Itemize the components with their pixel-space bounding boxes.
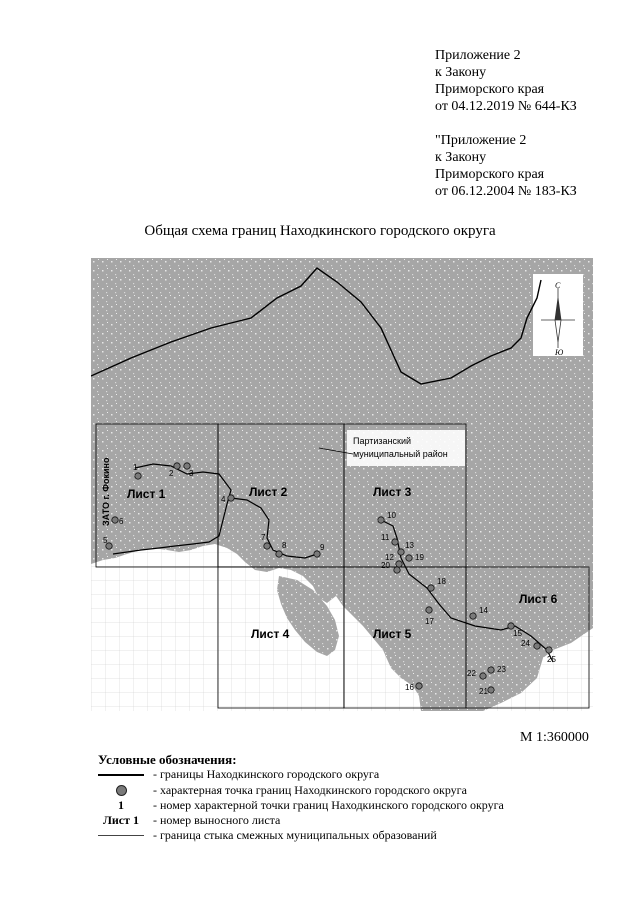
- appendix-line: от 04.12.2019 № 644-КЗ: [435, 99, 577, 114]
- boundary-point-label: 24: [521, 639, 530, 648]
- sheet-label-6: Лист 6: [519, 592, 558, 606]
- legend-row-sheet: [98, 813, 618, 828]
- boundary-point-label: 3: [189, 469, 194, 478]
- boundary-point: [378, 517, 384, 523]
- boundary-point: [428, 585, 434, 591]
- boundary-point: [470, 613, 476, 619]
- boundary-point-label: 21: [479, 687, 488, 696]
- boundary-point: [394, 567, 400, 573]
- legend-row-boundary: [98, 767, 618, 782]
- legend-text: - границы Находкинского городского округа: [153, 767, 380, 781]
- boundary-point-label: 10: [387, 511, 396, 520]
- legend-text: - характерная точка границ Находкинского городского округа: [153, 783, 467, 797]
- boundary-point-label: 23: [497, 665, 506, 674]
- boundary-point-label: 20: [381, 561, 390, 570]
- legend-row-junction: [98, 828, 618, 843]
- boundary-point: [534, 643, 540, 649]
- appendix-line: Приложение 2: [435, 48, 521, 63]
- boundary-point-label: 1: [133, 463, 138, 472]
- boundary-point: [426, 607, 432, 613]
- boundary-point: [396, 561, 402, 567]
- appendix-line: к Закону: [435, 65, 487, 80]
- boundary-point-label: 6: [119, 517, 124, 526]
- boundary-point-label: 7: [261, 533, 266, 542]
- sheet-label-4: Лист 4: [251, 627, 290, 641]
- legend-text: - номер выносного листа: [153, 813, 281, 827]
- boundary-point: [276, 551, 282, 557]
- boundary-point-label: 11: [381, 533, 390, 542]
- appendix-line: Приморского края: [435, 167, 545, 182]
- boundary-point-label: 4: [221, 495, 226, 504]
- boundary-line-symbol: [98, 774, 144, 776]
- sheet-label-3: Лист 3: [373, 485, 412, 499]
- map-title: Общая схема границ Находкинского городского округа: [144, 223, 496, 239]
- boundary-point: [546, 647, 552, 653]
- boundary-point-label: 22: [467, 669, 476, 678]
- boundary-point-label: 13: [405, 541, 414, 550]
- legend-row-point: [98, 783, 618, 798]
- boundary-point-label: 15: [513, 629, 522, 638]
- legend-text: - номер характерной точки границ Находкинского городского округа: [153, 798, 504, 812]
- sheet-label-5: Лист 5: [373, 627, 412, 641]
- boundary-point: [228, 495, 234, 501]
- boundary-point: [398, 549, 404, 555]
- boundary-point: [135, 473, 141, 479]
- boundary-point-label: 12: [385, 553, 394, 562]
- boundary-point: [112, 517, 118, 523]
- boundary-point: [488, 687, 494, 693]
- legend-row-number: [98, 798, 618, 813]
- neighbor-label-line1: Партизанский: [353, 436, 412, 446]
- boundary-point: [174, 463, 180, 469]
- boundary-point-label: 8: [282, 541, 287, 550]
- boundary-point: [488, 667, 494, 673]
- boundary-point-label: 16: [405, 683, 414, 692]
- boundary-point: [416, 683, 422, 689]
- compass-north: С: [555, 281, 561, 290]
- neighbor-label-line2: муниципальный район: [353, 449, 448, 459]
- appendix-old-block: [435, 132, 577, 200]
- boundary-map: [91, 258, 593, 711]
- legend-text: - граница стыка смежных муниципальных образований: [153, 828, 437, 842]
- boundary-point-label: 17: [425, 617, 434, 626]
- boundary-point-label: 19: [415, 553, 424, 562]
- compass-south: Ю: [555, 348, 564, 357]
- boundary-point-label: 5: [103, 536, 108, 545]
- sheet-label-1: Лист 1: [127, 487, 166, 501]
- legend-symbol: Лист 1: [102, 813, 140, 827]
- boundary-point-label: 14: [479, 606, 488, 615]
- boundary-point-label: 9: [320, 543, 325, 552]
- boundary-point-label: 18: [437, 577, 446, 586]
- map-scale: М 1:360000: [520, 730, 589, 745]
- boundary-point-label: 2: [169, 469, 174, 478]
- sheet-label-2: Лист 2: [249, 485, 288, 499]
- boundary-point-label: 25: [547, 655, 556, 664]
- legend-symbol: 1: [118, 798, 124, 812]
- legend-title: Условные обозначения:: [98, 752, 237, 767]
- junction-line-symbol: [98, 835, 144, 836]
- appendix-line: "Приложение 2: [435, 133, 527, 148]
- boundary-point: [480, 673, 486, 679]
- boundary-point: [392, 539, 398, 545]
- boundary-point: [406, 555, 412, 561]
- zato-label: ЗАТО г. Фокино: [101, 457, 111, 526]
- appendix-new-block: [435, 47, 577, 115]
- point-dot-icon: [116, 785, 127, 796]
- boundary-point: [264, 543, 270, 549]
- appendix-line: от 06.12.2004 № 183-КЗ: [435, 184, 577, 199]
- appendix-line: к Закону: [435, 150, 487, 165]
- appendix-line: Приморского края: [435, 82, 545, 97]
